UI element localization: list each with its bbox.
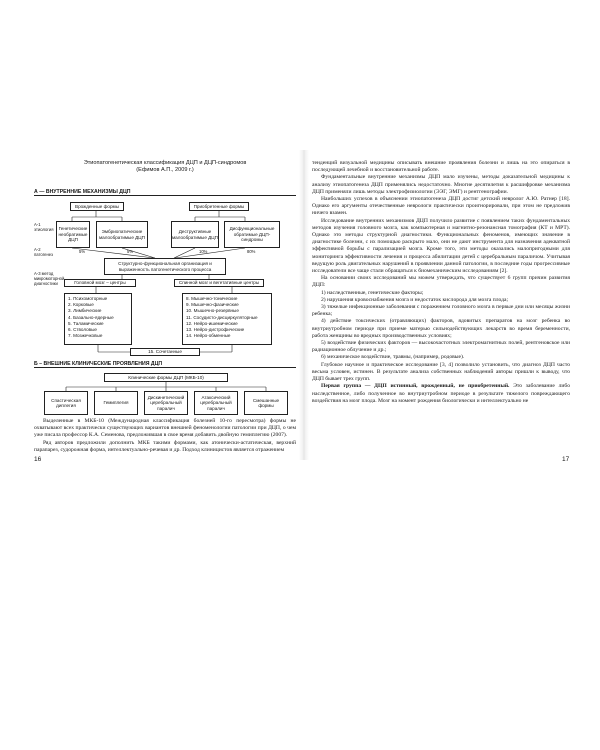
section-a-heading: А — ВНУТРЕННИЕ МЕХАНИЗМЫ ДЦП [34,189,131,195]
spinal-list-item: 9. Мышечно-фазические [186,302,239,308]
percent-destructive: 10% [199,249,208,254]
right-paragraph-2: Фундаментальные внутренние механизмы ДЦП мало изучены, методы доказательной медицины к анализу этиопатогенеза ДЦП применялись недостаточно. Многие десятилетия к расшифровке механизма ДЦП применяли лишь методы электрофизиологии (ЭЭГ, ЭМГ) и рентгенографии. [312,174,570,195]
spinal-list-item: 12. Нейро-ишемические [186,320,238,326]
spinal-list-item: 13. Нейро-дистрофические [186,327,245,333]
label-a1 [34,223,54,233]
left-paragraph-2: Ряд авторов предложили дополнить МКБ такими формами, как атонически-астатическая, верхний парапарез, судорожная форма, интеллектуально-речевая и др. Подход клиницистов является отражением [34,439,296,453]
box-acquired: Приобретенные формы [189,202,249,211]
left-paragraph-1: Выделенные в МКБ-10 (Международная классификация болезней 10-го пересмотра) формы не охватывают всех практически существующих вариантов внешней феноменологии патологии при ДЦП, о чем уже писала профессор К.А. Семенова, предложившая в свое время добавить двойную гемиплегию (2007). [34,418,296,439]
right-paragraph-4: Исследование внутренних механизмов ДЦП получило развитие с появлением таких фундаментальных методов изучения головного мозга, как компьютерная и магнитно-резонансная томография (КТ и МРТ). Однако это методы структурной диагностики. Функциональных феноменов, имеющих значение в диагностике болезни, с их помощью раскрыто мало, они не дают инструмента для назначения адекватной эффективной борьбы с парализацией мозга. Кроме того, эти методы оказались малопригодными для мониторинга эффективности лечения и процесса абилитации детей с церебральным параличом. Учитывая ведущую роль двигательных нарушений в проявлении данной патологии, в последние годы прогрессивные исследователи все чаще стали обращаться к биомеханическим исследованиям [2]. [312,217,570,275]
label-a3-code: А-3 метод [34,271,54,276]
label-a3-text2: диагностики [34,280,58,286]
brain-list-item: 5. Таламические [68,320,104,326]
cause-list-item: 6) механическое воздействие, травмы, (например, родовые). [321,354,465,361]
label-a1-code: А-1 [34,222,41,227]
brain-list-item: 4. Базально-ядерные [68,314,114,320]
page-number-right: 17 [562,456,570,463]
label-a1-text: этиология [34,226,54,232]
cause-list-item: 2) нарушения кровоснабжения мозга и недостаток кислорода для мозга плода; [321,296,509,303]
cause-list-item: 4) действие токсических (отравляющих) факторов, ядовитых препаратов на мозг ребенка во внутриутробном периоде при приеме матерью сильнодействующих лекарств во время беременности, работа женщины во вредных производственных условиях; [312,318,570,339]
brain-list-box [64,293,132,345]
diagram-title: Этиопатогенетическая классификация ДЦП и ДЦП-синдромов [83,160,247,166]
spinal-list-item: 10. Мышечно-резервные [186,308,239,314]
spinal-list-box [182,293,272,345]
box-genetic: Генетические необратимые ДЦП [56,221,90,248]
right-paragraph-8 [312,383,570,405]
right-paragraph-7: Глубокое научное и практическое исследование [3, 4] позволило установить, что диагноз ДЦП часто весьма условен, истинен. В результате анализа собственных наблюдений авторы пришли к выводу, что ДЦП бывает трех групп. [312,361,570,383]
box-combined: 15. Сочетанные [130,348,200,356]
cause-list-item: 1) наследственные, генетические факторы; [321,289,424,296]
box-spinal-centers: Спинной мозг и вегетативные центры [174,279,264,287]
label-a3-text: микромоторной [34,275,65,281]
box-dyskinetic: Дискинетический церебральный паралич [144,391,188,415]
box-ataxic: Атаксический церебральный паралич [194,391,238,415]
label-a3 [34,272,64,286]
right-paragraph-1: тенденций визуальной медицины описывать внешние проявления болезни и лишь на это опираться в последующей лечебной и восстановительной работе. [312,160,570,174]
box-mixed-forms: Смешанные формы [244,391,288,415]
section-b-rule [34,367,296,368]
right-page [312,160,570,450]
section-b-heading: Б – ВНЕШНИЕ КЛИНИЧЕСКИЕ ПРОЯВЛЕНИЯ ДЦП [34,361,163,367]
diagram-author: (Ефимов А.П., 2009 г.) [136,167,194,173]
brain-list-item: 7. Мозжечковые [68,333,103,339]
box-structural-organization: Структурно-функциональная организация и выраженность патогенетического процесса [104,258,226,275]
left-text [34,418,296,454]
label-a2 [34,248,53,258]
box-hemiplegia: Гемиплегия [94,391,138,415]
box-spastic-diplegia: Спастическая диплегия [44,391,88,415]
brain-list-item: 3. Лимбические [68,308,102,314]
box-clinical-forms: Клинические формы ДЦП (МКБ-10) [104,373,228,382]
box-congenital: Врожденные формы [70,202,124,211]
right-paragraph-3: Наибольших успехов в объяснении этиопатогенеза ДЦП достиг детский невролог А.Ю. Ратнер [18]. Однако его аргументы отечественные неврологи практически проигнорировали, при этом не предложив ничего взамен. [312,196,570,217]
label-a2-code: А-2 [34,247,41,252]
left-page [34,160,296,453]
spinal-list-item: 8. Мышечно-тонические [186,296,238,301]
first-group-bold: Первая группа — ДЦП истинный, врожденный, не приобретенный. [321,383,510,390]
percent-embryopathic: 5% [127,249,134,254]
brain-list-item: 6. Стволовые [68,327,97,333]
spinal-list-item: 11. Сосудисто-дисциркуляторные [186,314,258,320]
label-a2-text: патогенез [34,251,53,257]
page-number-left: 16 [34,456,42,463]
book-gutter [299,150,309,460]
box-dysfunctional: Дисфункциональные обратимые ДЦП-синдромы [224,221,280,248]
box-destructive: Деструктивные малообратимые ДЦП [171,221,219,248]
brain-list-item: 1. Психомоторные [68,296,108,301]
percent-dysfunctional: 80% [247,249,256,254]
first-group-text: Это заболевание либо наследственное, либо полученное во внутриутробном периоде в результате тяжелого повреждающего воздействия на мозг плода. Мозг на момент рождения биологически и интеллектуально не [312,383,570,404]
box-brain-centers: Головной мозг – центры [64,279,136,287]
cause-list-item: 5) воздействие физических факторов — высокочастотных электромагнитных полей, рентгеновское или радиационное облучение и др.; [312,340,570,354]
spinal-list-item: 14. Нейро-обменные [186,333,231,339]
cause-list-item: 3) тяжелые инфекционные заболевания с поражением головного мозга в первые дни или месяцы жизни ребенка; [312,304,570,318]
box-embryopathic: Эмбриопатические малообратимые ДЦП [96,221,148,248]
percent-genetic: 5% [79,249,86,254]
right-paragraph-5: На основании своих исследований мы можем утверждать, что существует 6 групп причин развития ДЦП: [312,275,570,289]
brain-list-item: 2. Корковые [68,302,94,308]
